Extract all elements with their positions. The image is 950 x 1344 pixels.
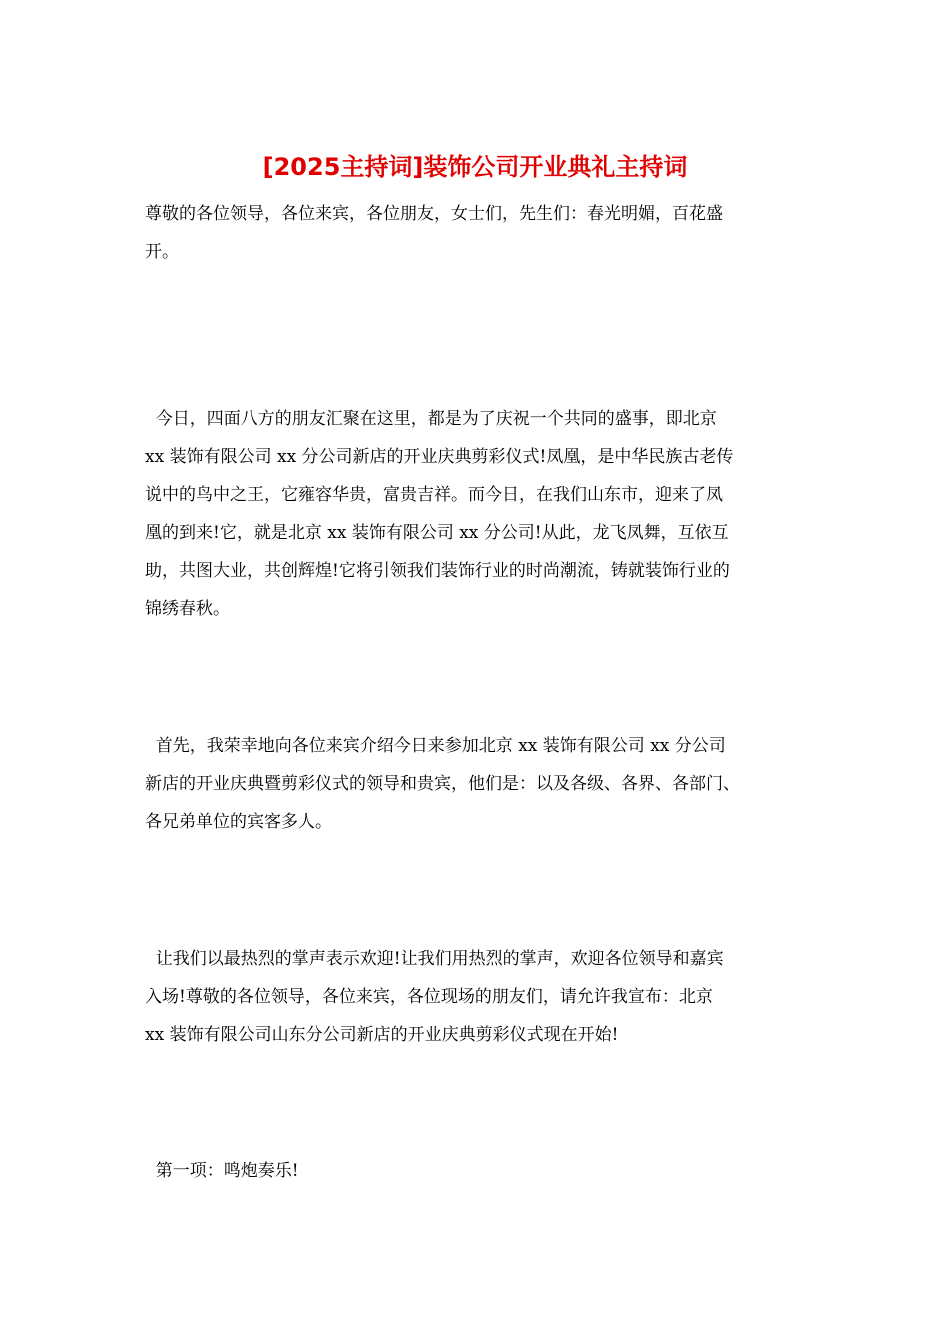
document-title: [2025主持词]装饰公司开业典礼主持词	[262, 153, 688, 181]
paragraph-line: 第一项：鸣炮奏乐!	[145, 1161, 299, 1181]
paragraph-guests	[145, 727, 810, 841]
paragraph-line: xx 装饰有限公司 xx 分公司新店的开业庆典剪彩仪式!凤凰，是中华民族古老传	[145, 447, 734, 467]
paragraph-line: 新店的开业庆典暨剪彩仪式的领导和贵宾，他们是：以及各级、各界、各部门、	[145, 774, 740, 794]
paragraph-line: 开。	[145, 242, 179, 262]
paragraph-greeting	[145, 195, 810, 271]
paragraph-line: 让我们以最热烈的掌声表示欢迎!让我们用热烈的掌声，欢迎各位领导和嘉宾	[145, 949, 724, 969]
paragraph-intro	[145, 400, 810, 628]
paragraph-line: 助，共图大业，共创辉煌!它将引领我们装饰行业的时尚潮流，铸就装饰行业的	[145, 561, 730, 581]
paragraph-line: 说中的鸟中之王，它雍容华贵，富贵吉祥。而今日，在我们山东市，迎来了凤	[145, 485, 723, 505]
paragraph-line: 尊敬的各位领导，各位来宾，各位朋友，女士们，先生们：春光明媚，百花盛	[145, 204, 723, 224]
paragraph-welcome	[145, 940, 810, 1054]
paragraph-line: 锦绣春秋。	[145, 599, 230, 619]
paragraph-line: 今日，四面八方的朋友汇聚在这里，都是为了庆祝一个共同的盛事，即北京	[145, 409, 717, 429]
paragraph-line: 凰的到来!它，就是北京 xx 装饰有限公司 xx 分公司!从此，龙飞凤舞，互依互	[145, 523, 729, 543]
paragraph-line: 首先，我荣幸地向各位来宾介绍今日来参加北京 xx 装饰有限公司 xx 分公司	[145, 736, 726, 756]
paragraph-line: 各兄弟单位的宾客多人。	[145, 812, 332, 832]
paragraph-first-item	[145, 1152, 810, 1190]
paragraph-line: xx 装饰有限公司山东分公司新店的开业庆典剪彩仪式现在开始!	[145, 1025, 619, 1045]
paragraph-line: 入场!尊敬的各位领导，各位来宾，各位现场的朋友们，请允许我宣布：北京	[145, 987, 713, 1007]
